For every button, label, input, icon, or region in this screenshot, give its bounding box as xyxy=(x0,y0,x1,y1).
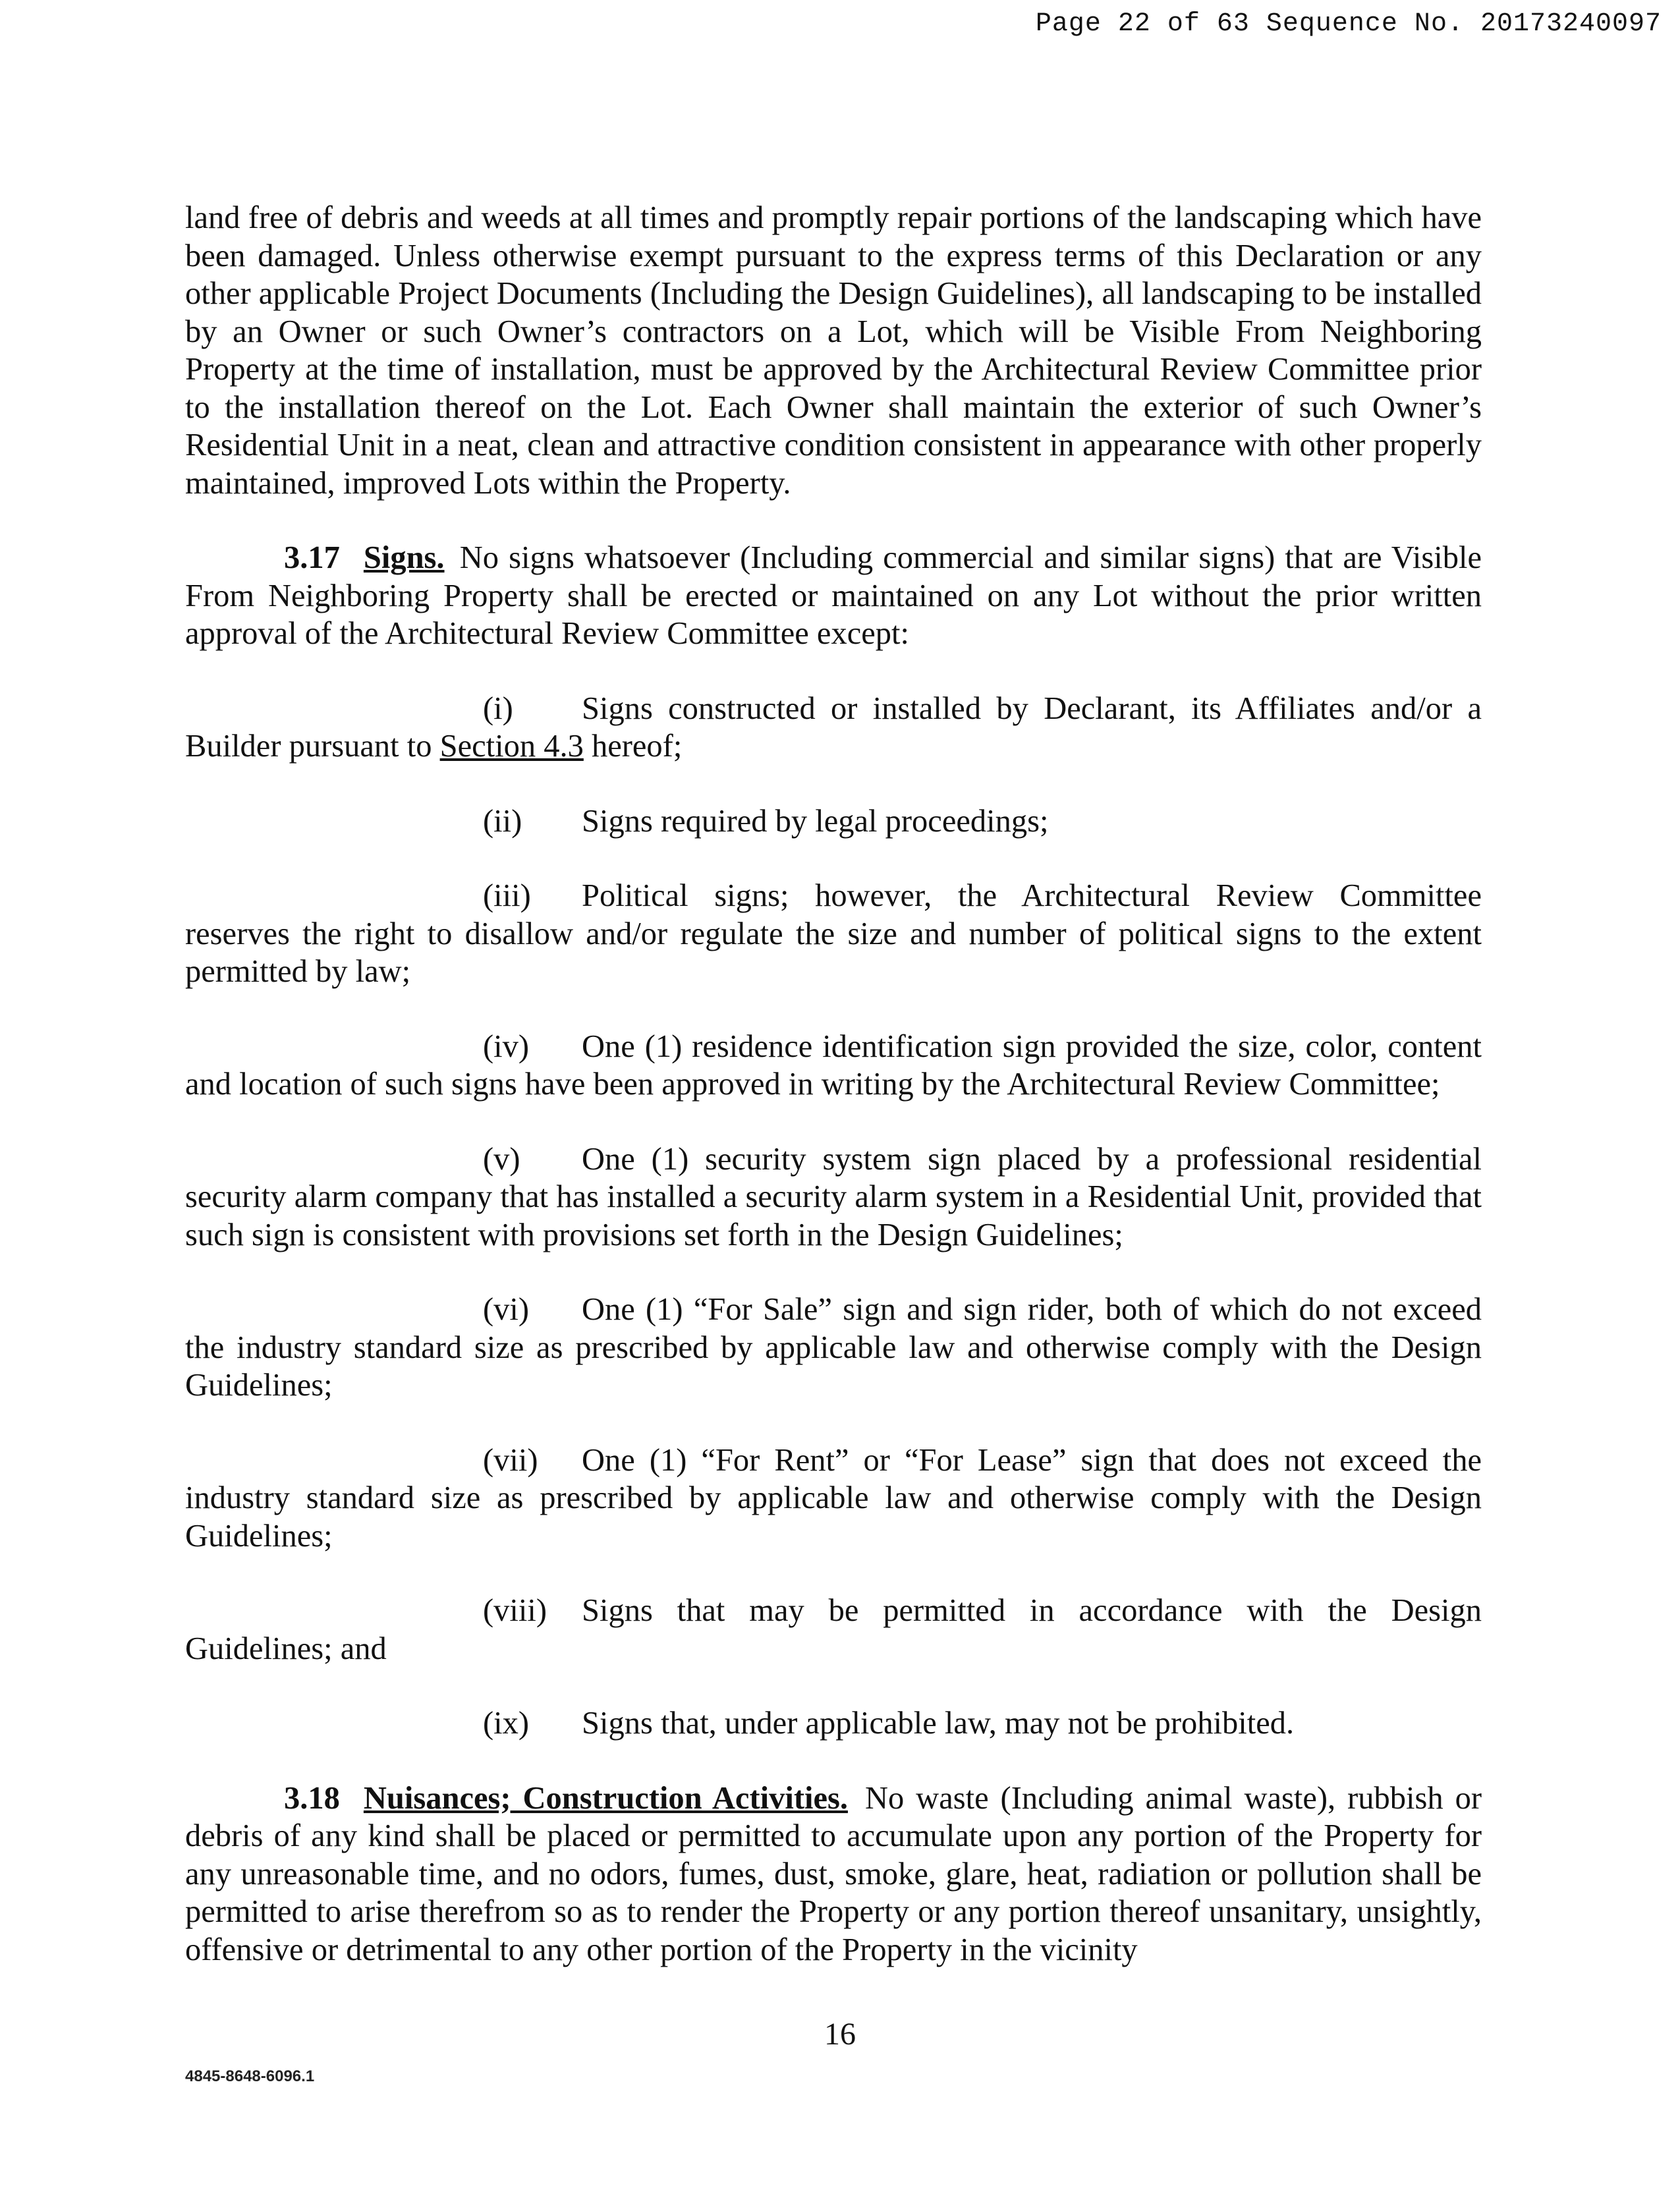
list-item-label: (i) xyxy=(483,690,513,726)
list-item-text: One (1) security system sign placed by a professional residential security alarm company that has installed a security alarm system in a Residential Unit, provided that such sign is consistent with provisions set forth in the Design Guidelines; xyxy=(185,1141,1482,1252)
list-item-vii xyxy=(185,1442,1482,1556)
page-sequence-header: Page 22 of 63 Sequence No. 20173240097 xyxy=(1035,9,1662,39)
list-item-text: Signs constructed or installed by Declarant, its Affiliates and/or a Builder pursuant to xyxy=(185,690,1482,764)
list-item-text: Signs required by legal proceedings; xyxy=(582,803,1049,839)
list-item-text: Political signs; however, the Architectural Review Committee reserves the right to disallow and/or regulate the size and number of political signs to the extent permitted by law; xyxy=(185,878,1482,989)
list-item-text: One (1) “For Rent” or “For Lease” sign that does not exceed the industry standard size as prescribed by applicable law and otherwise comply with the Design Guidelines; xyxy=(185,1442,1482,1554)
list-item-label: (iii) xyxy=(483,878,531,913)
list-item-label: (vii) xyxy=(483,1442,538,1478)
list-item-viii xyxy=(185,1592,1482,1668)
section-3-17-text: No signs whatsoever (Including commercial and similar signs) that are Visible From Neighboring Property shall be erected or maintained on any Lot without the prior written approval of the Architectural Review Committee except: xyxy=(185,540,1482,651)
page-number: 16 xyxy=(824,2017,856,2052)
list-item-ii xyxy=(185,802,1482,841)
list-item-label: (v) xyxy=(483,1141,520,1177)
list-item-iii xyxy=(185,877,1482,991)
list-item-label: (ii) xyxy=(483,803,522,839)
list-item-v xyxy=(185,1140,1482,1254)
section-3-17-number: 3.17 xyxy=(284,540,340,575)
list-item-continuation: Guidelines; and xyxy=(185,1631,387,1666)
list-item-label: (vi) xyxy=(483,1292,530,1327)
section-3-18-number: 3.18 xyxy=(284,1780,340,1816)
list-item-text: One (1) “For Sale” sign and sign rider, both of which do not exceed the industry standard size as prescribed by applicable law and otherwise comply with the Design Guidelines; xyxy=(185,1292,1482,1403)
list-item-label: (viii) xyxy=(483,1593,547,1628)
section-3-18-title: Nuisances; Construction Activities. xyxy=(363,1780,848,1816)
list-item-text: Signs that may be permitted in accordance with the Design xyxy=(582,1593,1482,1628)
list-item-i xyxy=(185,690,1482,766)
document-body xyxy=(185,199,1482,1969)
document-id: 4845-8648-6096.1 xyxy=(185,2067,315,2085)
list-item-iv xyxy=(185,1028,1482,1104)
list-item-vi xyxy=(185,1291,1482,1405)
list-item-label: (iv) xyxy=(483,1028,530,1064)
list-item-text: One (1) residence identification sign provided the size, color, content and location of such signs have been approved in writing by the Architectural Review Committee; xyxy=(185,1028,1482,1102)
list-item-text: Signs that, under applicable law, may not be prohibited. xyxy=(582,1706,1295,1741)
section-3-17-paragraph xyxy=(185,539,1482,653)
section-3-17-title: Signs. xyxy=(363,540,445,575)
intro-paragraph: land free of debris and weeds at all times and promptly repair portions of the landscaping which have been damaged. Unless otherwise exempt pursuant to the express terms of this Declaration or any other applicable Project Documents (Including the Design Guidelines), all landscaping to be installed by an Owner or such Owner’s contractors on a Lot, which will be Visible From Neighboring Property at the time of installation, must be approved by the Architectural Review Committee prior to the installation thereof on the Lot. Each Owner shall maintain the exterior of such Owner’s Residential Unit in a neat, clean and attractive condition consistent in appearance with other properly maintained, improved Lots within the Property. xyxy=(185,200,1482,501)
section-3-18-paragraph xyxy=(185,1780,1482,1969)
list-item-label: (ix) xyxy=(483,1706,530,1741)
section-4-3-reference: Section 4.3 xyxy=(439,729,584,764)
list-item-ix xyxy=(185,1704,1482,1743)
list-item-text-end: hereof; xyxy=(591,729,683,764)
section-3-18-text: No waste (Including animal waste), rubbish or debris of any kind shall be placed or permitted to accumulate upon any portion of the Property for any unreasonable time, and no odors, fumes, dust, smoke, glare, heat, radiation or pollution shall be permitted to arise therefrom so as to render the Property or any portion thereof unsanitary, unsightly, offensive or detrimental to any other portion of the Property in the vicinity xyxy=(185,1780,1482,1967)
